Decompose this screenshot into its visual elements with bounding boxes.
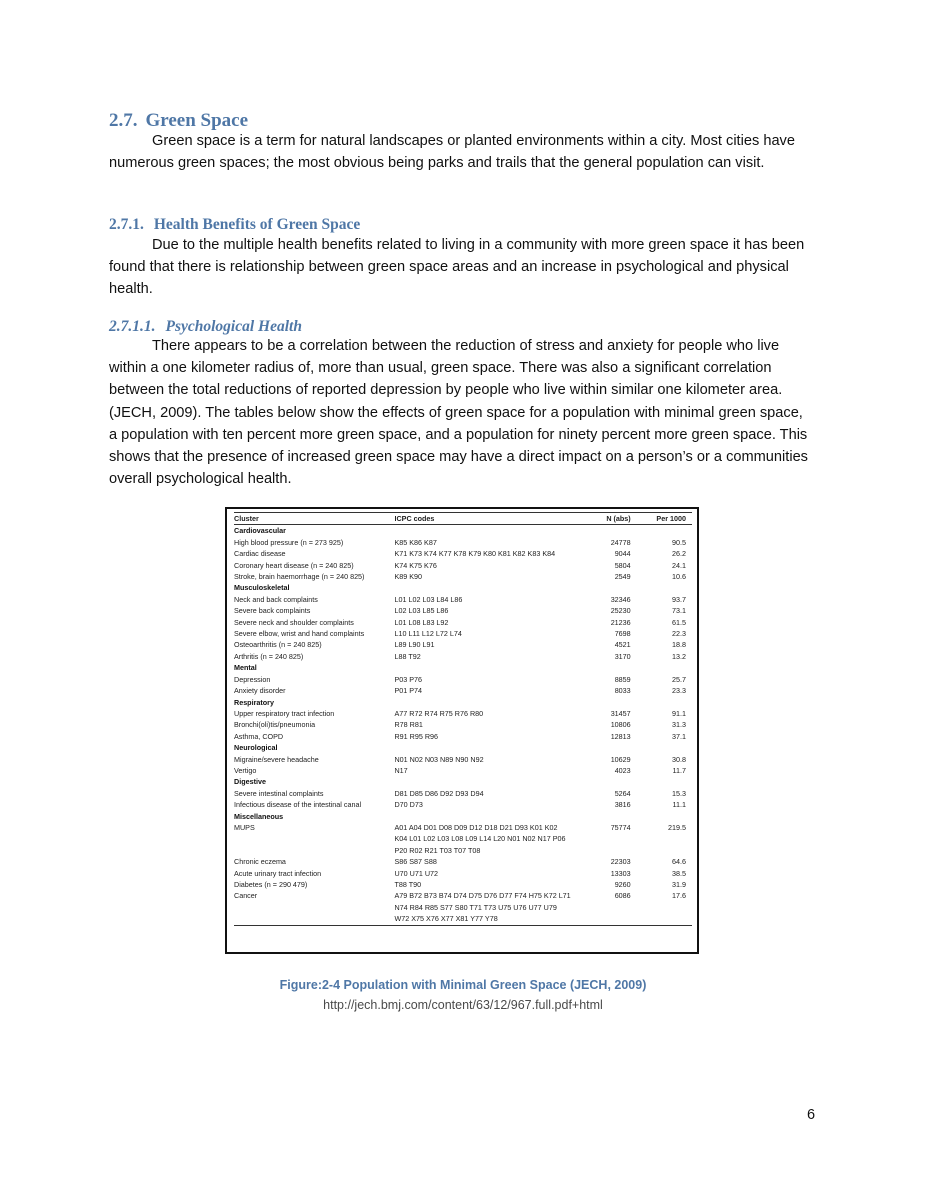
cell-icpc-codes: U70 U71 U72 xyxy=(394,868,439,878)
cell-n-abs: 7698 xyxy=(614,629,631,639)
cell-per-1000: 15.3 xyxy=(672,788,686,798)
table-header-per1000: Per 1000 xyxy=(631,513,692,525)
cell-icpc-codes: K74 K75 K76 xyxy=(394,560,437,570)
table-header-n: N (abs) xyxy=(571,513,630,525)
subsection-paragraph-text: Due to the multiple health benefits related to living in a community with more green space it has been found that there is relationship between green space areas and an increase in psychological and physical health. xyxy=(109,237,805,298)
cell-cluster: Digestive xyxy=(234,777,266,787)
table-category-row xyxy=(234,662,692,673)
table-header-cluster: Cluster xyxy=(234,513,394,525)
cell-n-abs: 2549 xyxy=(614,572,631,582)
cell-icpc-codes xyxy=(394,582,571,593)
figure-source-url: http://jech.bmj.com/content/63/12/967.full.pdf+html xyxy=(323,998,603,1012)
table-row xyxy=(234,560,692,571)
cell-n-abs: 24778 xyxy=(610,537,631,547)
cell-icpc-codes xyxy=(394,742,571,753)
table-category-row xyxy=(234,811,692,822)
cell-icpc-codes: R78 R81 xyxy=(394,720,423,730)
cell-n-abs: 25230 xyxy=(610,606,631,616)
table-row xyxy=(234,754,692,765)
cell-n-abs: 9044 xyxy=(614,549,631,559)
table-row xyxy=(234,719,692,730)
cell-cluster: Asthma, COPD xyxy=(234,731,284,741)
cell-per-1000 xyxy=(631,697,692,708)
cell-per-1000 xyxy=(631,811,692,822)
cell-n-abs: 12813 xyxy=(610,731,631,741)
table-row xyxy=(234,890,692,925)
cell-icpc-codes: A01 A04 D01 D08 D09 D12 D18 D21 D93 K01 K02 K04 L01 L02 L03 L08 L09 L14 L20 N01 N02 N17 P06 P20 R02 R21 T03 T07 T08 xyxy=(394,822,566,855)
cell-icpc-codes: L02 L03 L85 L86 xyxy=(394,606,449,616)
cell-cluster: Migraine/severe headache xyxy=(234,754,319,764)
cell-icpc-codes: D81 D85 D86 D92 D93 D94 xyxy=(394,788,484,798)
cell-per-1000: 18.8 xyxy=(672,640,686,650)
table-row xyxy=(234,571,692,582)
cell-cluster: Acute urinary tract infection xyxy=(234,868,322,878)
cell-cluster: Diabetes (n = 290 479) xyxy=(234,880,308,889)
cell-per-1000: 11.7 xyxy=(672,765,686,775)
cell-cluster: Cardiovascular xyxy=(234,526,286,536)
cell-n-abs: 8859 xyxy=(614,674,631,684)
cell-cluster: Upper respiratory tract infection xyxy=(234,708,335,718)
cell-icpc-codes: N17 xyxy=(394,765,408,775)
cell-per-1000: 31.9 xyxy=(672,880,686,889)
table-row xyxy=(234,537,692,548)
table-row xyxy=(234,788,692,799)
subsubsection-heading xyxy=(109,318,302,336)
figure-caption: Figure:2-4 Population with Minimal Green Space (JECH, 2009) xyxy=(279,978,647,992)
cell-icpc-codes xyxy=(394,776,571,787)
cell-per-1000: 64.6 xyxy=(672,857,686,867)
cell-n-abs xyxy=(571,742,630,753)
cell-per-1000: 90.5 xyxy=(672,537,686,547)
table-row xyxy=(234,594,692,605)
cell-cluster: Infectious disease of the intestinal canal xyxy=(234,800,362,810)
cell-n-abs: 9260 xyxy=(614,880,631,889)
table-category-row xyxy=(234,776,692,787)
cell-per-1000 xyxy=(631,525,692,537)
figure-table-image xyxy=(225,507,699,954)
subsubsection-number: 2.7.1.1. xyxy=(109,318,156,335)
subsubsection-paragraph-text: There appears to be a correlation between the reduction of stress and anxiety for people who live within a one kilometer radius of, more than usual, green space. There was also a significant correlation between the total reductions of reported depression by people who live within similar one kilometer area. (JECH, 2009). The tables below show the effects of green space for a population with minimal green space, a population with ten percent more green space, and a population for ninety percent more green space. This shows that the presence of increased green space may have a direct impact on a person’s or a communities overall psychological health. xyxy=(109,338,808,488)
cell-cluster: Mental xyxy=(234,663,257,673)
cell-per-1000 xyxy=(631,582,692,593)
cell-n-abs: 8033 xyxy=(614,686,631,696)
cell-cluster: Musculoskeletal xyxy=(234,583,290,593)
subsection-title: Health Benefits of Green Space xyxy=(153,216,361,233)
cell-icpc-codes: L89 L90 L91 xyxy=(394,640,435,650)
table-row xyxy=(234,731,692,742)
cell-per-1000: 10.6 xyxy=(672,572,686,582)
cell-cluster: Severe intestinal complaints xyxy=(234,788,324,798)
cell-icpc-codes: L01 L02 L03 L84 L86 xyxy=(394,594,463,604)
cell-per-1000: 24.1 xyxy=(672,560,686,570)
cell-per-1000: 219.5 xyxy=(668,822,686,832)
cell-cluster: Severe back complaints xyxy=(234,606,311,616)
section-heading xyxy=(109,110,248,132)
cell-n-abs xyxy=(571,776,630,787)
table-row xyxy=(234,605,692,616)
cell-n-abs: 13303 xyxy=(610,868,631,878)
table-row xyxy=(234,674,692,685)
cell-cluster: Respiratory xyxy=(234,697,274,707)
cell-icpc-codes: K85 K86 K87 xyxy=(394,537,437,547)
cell-icpc-codes: L01 L08 L83 L92 xyxy=(394,617,449,627)
subsubsection-paragraph xyxy=(109,335,809,490)
morbidity-table xyxy=(234,512,692,926)
table-row xyxy=(234,765,692,776)
cell-per-1000: 13.2 xyxy=(672,651,686,661)
cell-per-1000: 31.3 xyxy=(672,720,686,730)
cell-n-abs: 4023 xyxy=(614,765,631,775)
table-category-row xyxy=(234,742,692,753)
table-body xyxy=(234,525,692,925)
cell-icpc-codes: L10 L11 L12 L72 L74 xyxy=(394,629,462,639)
cell-cluster: High blood pressure (n = 273 925) xyxy=(234,537,344,547)
cell-per-1000: 30.8 xyxy=(672,754,686,764)
cell-per-1000: 93.7 xyxy=(672,594,686,604)
cell-icpc-codes xyxy=(394,525,571,537)
cell-icpc-codes: L88 T92 xyxy=(394,651,421,661)
cell-per-1000 xyxy=(631,776,692,787)
cell-n-abs xyxy=(571,525,630,537)
table-category-row xyxy=(234,525,692,537)
cell-per-1000: 23.3 xyxy=(672,686,686,696)
table-row xyxy=(234,708,692,719)
cell-icpc-codes: P01 P74 xyxy=(394,686,423,696)
cell-per-1000: 37.1 xyxy=(672,731,686,741)
cell-n-abs: 32346 xyxy=(610,594,631,604)
cell-per-1000: 22.3 xyxy=(672,629,686,639)
cell-n-abs: 3816 xyxy=(614,800,631,810)
table-row xyxy=(234,868,692,879)
cell-n-abs xyxy=(571,811,630,822)
section-number: 2.7. xyxy=(109,110,138,131)
cell-n-abs: 5264 xyxy=(614,788,631,798)
cell-cluster: Cancer xyxy=(234,890,394,925)
table-row xyxy=(234,856,692,867)
cell-cluster: Osteoarthritis (n = 240 825) xyxy=(234,640,322,650)
cell-per-1000 xyxy=(631,662,692,673)
cell-per-1000: 38.5 xyxy=(672,868,686,878)
cell-cluster: Neurological xyxy=(234,743,278,753)
cell-per-1000: 61.5 xyxy=(672,617,686,627)
table-row xyxy=(234,879,692,890)
cell-cluster: Severe elbow, wrist and hand complaints xyxy=(234,629,365,639)
table-row xyxy=(234,651,692,662)
cell-cluster: Arthritis (n = 240 825) xyxy=(234,651,304,661)
table-category-row xyxy=(234,697,692,708)
cell-icpc-codes: D70 D73 xyxy=(394,800,423,810)
cell-cluster: Miscellaneous xyxy=(234,811,284,821)
cell-cluster: Severe neck and shoulder complaints xyxy=(234,617,354,627)
cell-cluster: MUPS xyxy=(234,822,255,832)
cell-icpc-codes: N01 N02 N03 N89 N90 N92 xyxy=(394,754,484,764)
subsubsection-title: Psychological Health xyxy=(165,318,302,335)
cell-n-abs: 10629 xyxy=(610,754,631,764)
table-row xyxy=(234,822,692,856)
cell-cluster: Chronic eczema xyxy=(234,857,286,867)
cell-cluster: Coronary heart disease (n = 240 825) xyxy=(234,560,354,570)
cell-per-1000: 26.2 xyxy=(672,549,686,559)
table-row xyxy=(234,617,692,628)
table-row xyxy=(234,628,692,639)
cell-icpc-codes: K89 K90 xyxy=(394,572,423,582)
table-row xyxy=(234,548,692,559)
cell-n-abs xyxy=(571,697,630,708)
cell-icpc-codes: R91 R95 R96 xyxy=(394,731,439,741)
cell-cluster: Depression xyxy=(234,674,271,684)
cell-per-1000: 25.7 xyxy=(672,674,686,684)
cell-icpc-codes: S86 S87 S88 xyxy=(394,857,437,867)
cell-cluster: Bronchi(oli)tis/pneumonia xyxy=(234,720,316,730)
cell-per-1000: 73.1 xyxy=(672,606,686,616)
table-header-row xyxy=(234,513,692,525)
cell-icpc-codes xyxy=(394,697,571,708)
cell-cluster: Cardiac disease xyxy=(234,549,286,559)
cell-cluster: Stroke, brain haemorrhage (n = 240 825) xyxy=(234,572,365,582)
cell-n-abs xyxy=(571,582,630,593)
cell-per-1000: 17.6 xyxy=(631,890,692,925)
cell-cluster: Neck and back complaints xyxy=(234,594,318,604)
cell-icpc-codes: A79 B72 B73 B74 D74 D75 D76 D77 F74 H75 K72 L71 N74 R84 R85 S77 S80 T71 T73 U75 U76 U77 U79 W72 X75 X76 X77 X81 Y77 Y78 xyxy=(394,891,571,924)
cell-n-abs: 10806 xyxy=(610,720,631,730)
cell-cluster: Anxiety disorder xyxy=(234,686,286,696)
cell-icpc-codes: A77 R72 R74 R75 R76 R80 xyxy=(394,708,484,718)
table-header-icpc: ICPC codes xyxy=(394,513,571,525)
cell-n-abs xyxy=(571,662,630,673)
section-title: Green Space xyxy=(145,110,249,131)
cell-icpc-codes: T88 T90 xyxy=(394,880,422,889)
cell-n-abs: 75774 xyxy=(610,822,631,832)
cell-icpc-codes xyxy=(394,662,571,673)
cell-cluster: Vertigo xyxy=(234,765,257,775)
subsection-paragraph xyxy=(109,234,809,301)
subsection-heading xyxy=(109,216,360,234)
cell-per-1000: 91.1 xyxy=(672,708,686,718)
table-row xyxy=(234,685,692,696)
page-number: 6 xyxy=(807,1107,816,1123)
cell-icpc-codes: P03 P76 xyxy=(394,674,423,684)
table-row xyxy=(234,639,692,650)
section-paragraph xyxy=(109,130,809,174)
cell-n-abs: 3170 xyxy=(614,651,631,661)
cell-n-abs: 21236 xyxy=(610,617,631,627)
section-paragraph-text: Green space is a term for natural landscapes or planted environments within a city. Most cities have numerous green spaces; the most obvious being parks and trails that the general population can visit. xyxy=(109,133,795,172)
cell-n-abs: 31457 xyxy=(610,708,631,718)
cell-n-abs: 4521 xyxy=(614,640,631,650)
cell-icpc-codes xyxy=(394,811,571,822)
cell-per-1000 xyxy=(631,742,692,753)
table-category-row xyxy=(234,582,692,593)
cell-n-abs: 22303 xyxy=(610,857,631,867)
cell-icpc-codes: K71 K73 K74 K77 K78 K79 K80 K81 K82 K83 K84 xyxy=(394,549,556,559)
table-row xyxy=(234,799,692,810)
cell-n-abs: 6086 xyxy=(571,890,630,925)
subsection-number: 2.7.1. xyxy=(109,216,144,233)
cell-per-1000: 11.1 xyxy=(672,800,686,810)
cell-n-abs: 5804 xyxy=(614,560,631,570)
